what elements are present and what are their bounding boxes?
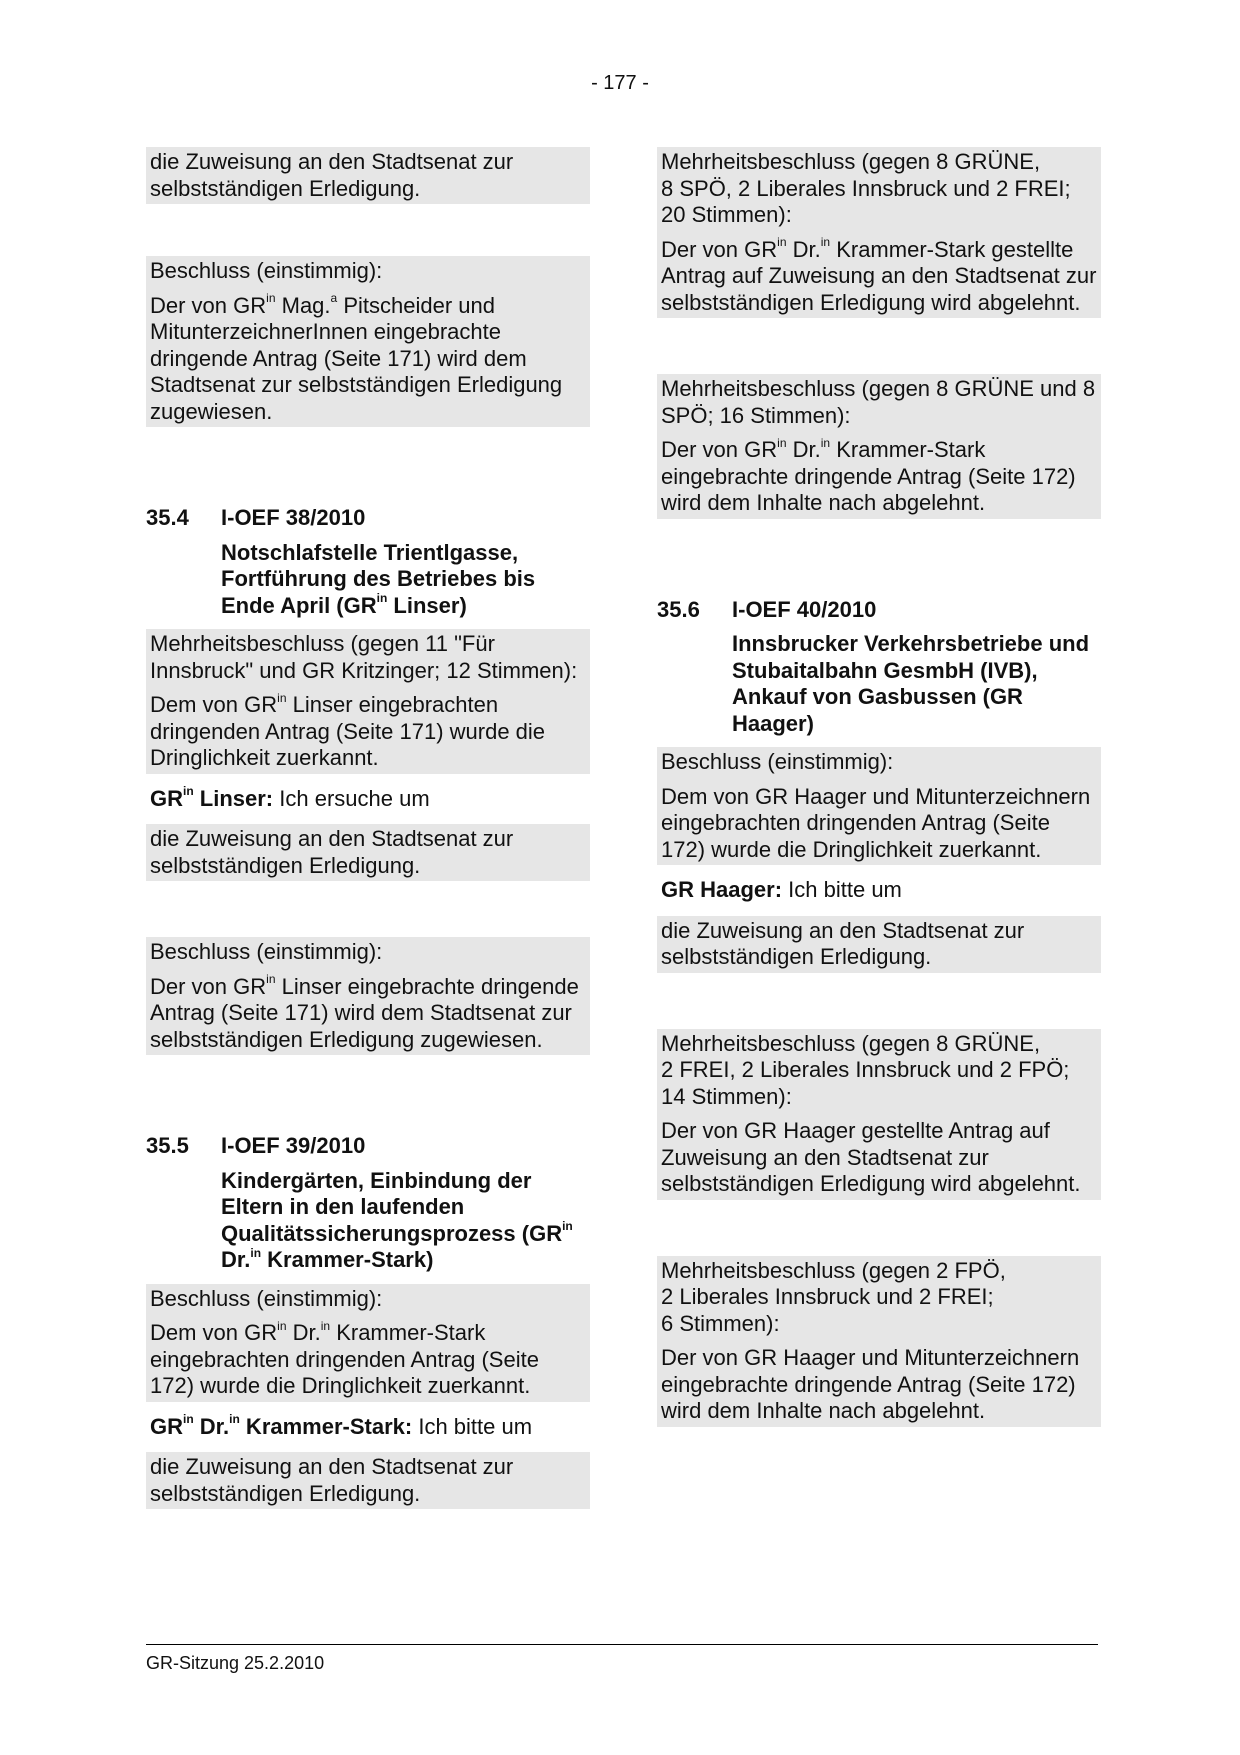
beschluss-label: Beschluss (einstimmig): <box>150 939 383 964</box>
text-line: selbstständigen Erledigung. <box>661 944 932 969</box>
section-code: I-OEF 38/2010 <box>221 505 366 530</box>
zuweisung-block <box>146 824 590 881</box>
section-number: 35.4 <box>146 505 189 530</box>
section-code: I-OEF 39/2010 <box>221 1133 366 1158</box>
section-heading-35-6 <box>657 597 1101 738</box>
text-line: selbstständigen Erledigung. <box>150 1480 421 1506</box>
section-title: Innsbrucker Verkehrsbetriebe und Stubaitalbahn GesmbH (IVB), Ankauf von Gasbussen (GR Haager) <box>732 631 1090 736</box>
section-title: Kindergärten, Einbindung der Eltern in den laufenden Qualitätssicherungsprozess ($GR^{in}$ Dr.$^{in}$ Krammer-Stark) <box>221 1167 573 1272</box>
section-number: 35.6 <box>657 596 700 622</box>
zuweisung-block <box>146 147 590 204</box>
beschluss-block <box>146 1284 590 1402</box>
left-column <box>146 147 590 1509</box>
mehrheitsbeschluss-text: Der von GR Haager gestellte Antrag auf Zuweisung an den Stadtsenat zur selbstständigen Erledigung wird abgelehnt. <box>661 1118 1081 1196</box>
text-line: selbstständigen Erledigung. <box>150 175 421 201</box>
speaker-line: GR Haager: Ich bitte um <box>661 877 902 902</box>
beschluss-text: Dem von GR Haager und Mitunterzeichnern eingebrachten dringenden Antrag (Seite 172) wurde die Dringlichkeit zuerkannt. <box>661 783 1091 862</box>
beschluss-text: Der von $GR^{in}$ Mag.$^a$ Pitscheider und MitunterzeichnerInnen eingebrachte dringende Antrag (Seite 171) wird dem Stadtsenat zur selbstständigen Erledigung zugewiesen. <box>150 291 563 424</box>
mehrheitsbeschluss-text: Der von $GR^{in}$ Dr.$^{in}$ Krammer-Stark eingebrachte dringende Antrag (Seite 172) wird dem Inhalte nach abgelehnt. <box>661 435 1076 515</box>
section-code: I-OEF 40/2010 <box>732 596 877 622</box>
beschluss-label: Beschluss (einstimmig): <box>661 749 894 774</box>
beschluss-block <box>146 937 590 1055</box>
text-line: die Zuweisung an den Stadtsenat zur <box>150 826 514 851</box>
beschluss-block <box>657 747 1101 865</box>
mehrheitsbeschluss-block <box>657 374 1101 519</box>
mehrheitsbeschluss-block <box>146 629 590 774</box>
mehrheitsbeschluss-block <box>657 1029 1101 1200</box>
mehrheitsbeschluss-label: Mehrheitsbeschluss (gegen 8 GRÜNE, 8 SPÖ, 2 Liberales Innsbruck und 2 FREI; 20 Stimmen): <box>661 149 1071 227</box>
zuweisung-block <box>657 916 1101 973</box>
page-footer: GR-Sitzung 25.2.2010 <box>146 1644 1098 1674</box>
text-line: die Zuweisung an den Stadtsenat zur <box>661 917 1025 943</box>
right-column <box>657 147 1101 1427</box>
text-line: die Zuweisung an den Stadtsenat zur <box>150 149 514 174</box>
speaker-line: $GR^{in}$ Linser: Ich ersuche um <box>150 784 430 811</box>
section-heading-35-5 <box>146 1133 590 1274</box>
text-line: die Zuweisung an den Stadtsenat zur <box>150 1454 514 1479</box>
mehrheitsbeschluss-label: Mehrheitsbeschluss (gegen 8 GRÜNE und 8 SPÖ; 16 Stimmen): <box>661 376 1096 428</box>
mehrheitsbeschluss-text: Der von GR Haager und Mitunterzeichnern eingebrachte dringende Antrag (Seite 172) wird dem Inhalte nach abgelehnt. <box>661 1345 1080 1423</box>
mehrheitsbeschluss-label: Mehrheitsbeschluss (gegen 2 FPÖ, 2 Liberales Innsbruck und 2 FREI; 6 Stimmen): <box>661 1257 1006 1336</box>
text-line: selbstständigen Erledigung. <box>150 852 421 878</box>
mehrheitsbeschluss-block <box>657 1256 1101 1427</box>
mehrheitsbeschluss-label: Mehrheitsbeschluss (gegen 8 GRÜNE, 2 FREI, 2 Liberales Innsbruck und 2 FPÖ; 14 Stimmen): <box>661 1030 1070 1109</box>
page-number: - 177 - <box>591 72 649 94</box>
speaker-line: $GR^{in}$ Dr.$^{in}$ Krammer-Stark: Ich bitte um <box>150 1412 533 1439</box>
beschluss-label: Beschluss (einstimmig): <box>150 258 383 283</box>
mehrheitsbeschluss-text: Dem von $GR^{in}$ Linser eingebrachten dringenden Antrag (Seite 171) wurde die Dringlichkeit zuerkannt. <box>150 690 546 770</box>
section-heading-35-4 <box>146 505 590 619</box>
mehrheitsbeschluss-text: Der von $GR^{in}$ Dr.$^{in}$ Krammer-Stark gestellte Antrag auf Zuweisung an den Stadtsenat zur selbstständigen Erledigung wird abgelehnt. <box>661 235 1097 315</box>
mehrheitsbeschluss-block <box>657 147 1101 318</box>
beschluss-label: Beschluss (einstimmig): <box>150 1285 383 1311</box>
beschluss-text: Der von $GR^{in}$ Linser eingebrachte dringende Antrag (Seite 171) wird dem Stadtsenat zur selbstständigen Erledigung zugewiesen. <box>150 972 579 1052</box>
beschluss-text: Dem von $GR^{in}$ Dr.$^{in}$ Krammer-Stark eingebrachten dringenden Antrag (Seite 172) wurde die Dringlichkeit zuerkannt. <box>150 1318 539 1398</box>
section-title: Notschlafstelle Trientlgasse, Fortführung des Betriebes bis Ende April ($GR^{in}$ Linser) <box>221 539 536 618</box>
section-number: 35.5 <box>146 1133 189 1158</box>
mehrheitsbeschluss-label: Mehrheitsbeschluss (gegen 11 "Für Innsbruck" und GR Kritzinger; 12 Stimmen): <box>150 631 578 683</box>
zuweisung-block <box>146 1452 590 1509</box>
beschluss-block <box>146 256 590 427</box>
